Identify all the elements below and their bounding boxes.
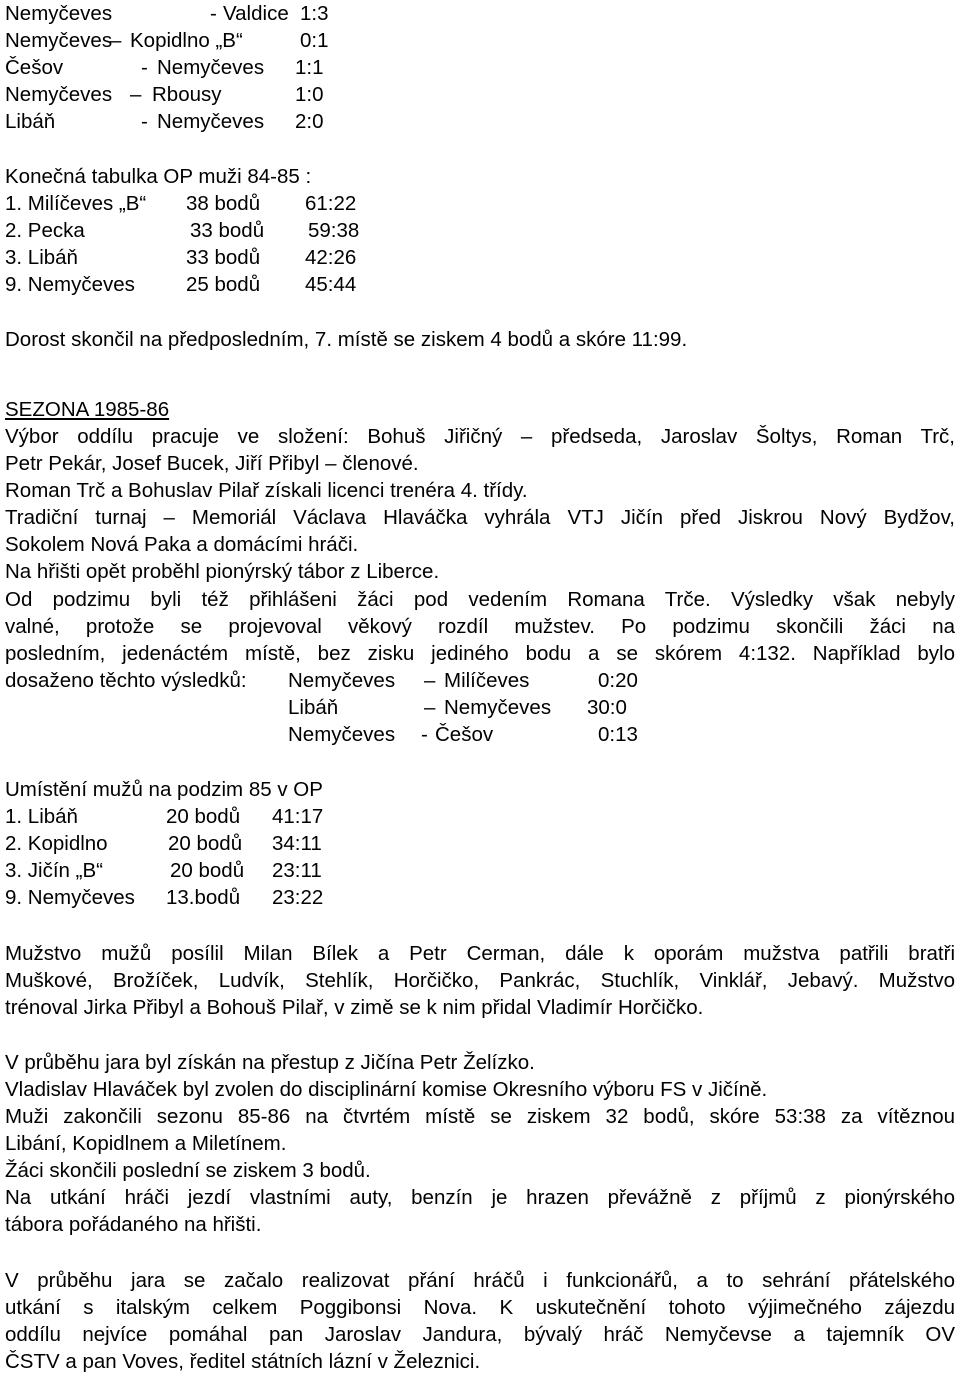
score: 23:11 xyxy=(272,859,322,882)
score: 41:17 xyxy=(272,805,324,828)
team-away: Milíčeves xyxy=(444,669,530,692)
score: 2:0 xyxy=(295,110,324,133)
score: 1:3 xyxy=(300,2,329,25)
team-home: Libáň xyxy=(288,696,339,719)
team: 2. Kopidlno xyxy=(5,832,108,855)
separator: - xyxy=(141,56,154,79)
squad-line-3: trénoval Jirka Přibyl a Bohouš Pilař, v zimě se k nim přidal Vladimír Horčičko. xyxy=(5,996,704,1019)
points: 20 bodů xyxy=(170,859,245,882)
separator: - xyxy=(421,723,428,746)
youth-line-3: posledním, jedenáctém místě, bez zisku jediného bodu a se skórem 4:132. Například bylo xyxy=(5,642,955,665)
table-heading: Konečná tabulka OP muži 84-85 : xyxy=(5,165,312,188)
table-heading: Umístění mužů na podzim 85 v OP xyxy=(5,778,323,801)
team: 9. Nemyčeves xyxy=(5,886,135,909)
team: 3. Jičín „B“ xyxy=(5,859,103,882)
squad-line-2: Muškové, Brožíček, Ludvík, Stehlík, Horčičko, Pankrác, Stuchlík, Vinklář, Jebavý. Mužstvo xyxy=(5,969,955,992)
youth-line-1: Od podzimu byli též přihlášeni žáci pod vedením Romana Trče. Výsledky však nebyly xyxy=(5,588,955,611)
commission-note: Vladislav Hlaváček byl zvolen do disciplinární komise Okresního výboru FS v Jičíně. xyxy=(5,1078,768,1101)
score: 23:22 xyxy=(272,886,324,909)
team: 1. Libáň xyxy=(5,805,78,828)
separator: - xyxy=(210,2,223,25)
points: 20 bodů xyxy=(168,832,243,855)
season-end-line-1: Muži zakončili sezonu 85-86 na čtvrtém místě se ziskem 32 bodů, skóre 53:38 za vítěznou xyxy=(5,1105,955,1128)
points: 33 bodů xyxy=(190,219,265,242)
coach-licence: Roman Trč a Bohuslav Pilař získali licenci trenéra 4. třídy. xyxy=(5,479,528,502)
score: 59:38 xyxy=(308,219,360,242)
score: 1:1 xyxy=(295,56,324,79)
team-away: Rbousy xyxy=(152,83,222,106)
separator: – xyxy=(130,83,148,106)
team-home: Nemyčeves xyxy=(5,29,113,52)
camp-note: Na hřišti opět proběhl pionýrský tábor z Liberce. xyxy=(5,560,440,583)
points: 38 bodů xyxy=(186,192,261,215)
score: 45:44 xyxy=(305,273,357,296)
italy-line-1: V průběhu jara se začalo realizovat přání hráčů i funkcionářů, a to sehrání přátelského xyxy=(5,1269,955,1292)
team: 3. Libáň xyxy=(5,246,78,269)
tournament-line-1: Tradiční turnaj – Memoriál Václava Hlaváčka vyhrála VTJ Jičín před Jiskrou Nový Bydžov, xyxy=(5,506,955,529)
team-away: Valdice xyxy=(223,2,289,25)
season-heading: SEZONA 1985-86 xyxy=(5,398,170,421)
score: 0:1 xyxy=(300,29,329,52)
youth-line-2: valné, protože se projevoval věkový rozdíl mužstev. Po podzimu skončili žáci na xyxy=(5,615,955,638)
season-end-line-2: Libání, Kopidlnem a Miletínem. xyxy=(5,1132,287,1155)
score: 34:11 xyxy=(272,832,322,855)
team-away: Kopidlno „B“ xyxy=(130,29,243,52)
points: 33 bodů xyxy=(186,246,261,269)
points: 20 bodů xyxy=(166,805,241,828)
team-home: Nemyčeves xyxy=(5,83,113,106)
points: 25 bodů xyxy=(186,273,261,296)
team: 9. Nemyčeves xyxy=(5,273,135,296)
travel-line-1: Na utkání hráči jezdí vlastními auty, benzín je hrazen převážně z příjmů z pionýrského xyxy=(5,1186,955,1209)
italy-line-3: oddílu nejvíce pomáhal pan Jaroslav Jandura, bývalý hráč Nemyčevse a tajemník OV xyxy=(5,1323,955,1346)
tournament-line-2: Sokolem Nová Paka a domácími hráči. xyxy=(5,533,359,556)
youth-line-4: dosaženo těchto výsledků: xyxy=(5,669,247,692)
separator: - xyxy=(141,110,154,133)
score: 42:26 xyxy=(305,246,357,269)
separator: – xyxy=(110,29,128,52)
committee-line-1: Výbor oddílu pracuje ve složení: Bohuš Jiřičný – předseda, Jaroslav Šoltys, Roman Trč, xyxy=(5,425,955,448)
team: 1. Milíčeves „B“ xyxy=(5,192,147,215)
transfer-note: V průběhu jara byl získán na přestup z Jičína Petr Želízko. xyxy=(5,1051,535,1074)
points: 13.bodů xyxy=(166,886,241,909)
separator: – xyxy=(424,696,436,719)
youth-final: Žáci skončili poslední se ziskem 3 bodů. xyxy=(5,1159,371,1182)
team-away: Češov xyxy=(435,723,494,746)
team-away: Nemyčeves xyxy=(157,56,265,79)
dorost-note: Dorost skončil na předposledním, 7. místě se ziskem 4 bodů a skóre 11:99. xyxy=(5,328,688,351)
team-home: Nemyčeves xyxy=(288,669,396,692)
team-home: Češov xyxy=(5,56,64,79)
committee-line-2: Petr Pekár, Josef Bucek, Jiří Přibyl – členové. xyxy=(5,452,419,475)
team-away: Nemyčeves xyxy=(444,696,552,719)
score: 30:0 xyxy=(587,696,627,719)
score: 0:20 xyxy=(598,669,638,692)
team-home: Nemyčeves xyxy=(288,723,396,746)
score: 1:0 xyxy=(295,83,324,106)
italy-line-2: utkání s italským celkem Poggibonsi Nova. K uskutečnění tohoto výjimečného zájezdu xyxy=(5,1296,955,1319)
score: 0:13 xyxy=(598,723,638,746)
team: 2. Pecka xyxy=(5,219,85,242)
squad-line-1: Mužstvo mužů posílil Milan Bílek a Petr Cerman, dále k oporám mužstva patřili bratři xyxy=(5,942,955,965)
separator: – xyxy=(424,669,436,692)
travel-line-2: tábora pořádaného na hřišti. xyxy=(5,1213,262,1236)
score: 61:22 xyxy=(305,192,357,215)
italy-line-4: ČSTV a pan Voves, ředitel státních lázní v Železnici. xyxy=(5,1350,481,1373)
team-home: Libáň xyxy=(5,110,56,133)
team-home: Nemyčeves xyxy=(5,2,113,25)
team-away: Nemyčeves xyxy=(157,110,265,133)
